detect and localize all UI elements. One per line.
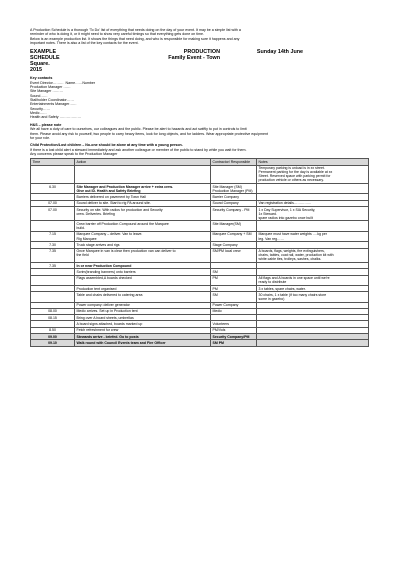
time-cell: 7.35 [31, 262, 75, 268]
action-cell: Barriers delivered on pavement by Town Hall [75, 194, 211, 200]
action-cell: Security on site. With radios for production and Security crew. Deliveries. Briefing [75, 207, 211, 221]
time-cell: 8.50 [31, 327, 75, 333]
responsible-cell: SM [211, 269, 257, 275]
table-row [31, 165, 369, 184]
action-cell: In or near Production Compound [75, 262, 211, 268]
action-cell: Scrim(branding banners) onto barriers [75, 269, 211, 275]
action-cell: Power company: deliver generator [75, 302, 211, 308]
time-cell: 09.10 [31, 340, 75, 346]
action-cell: Bring over A board sheets, umbrellas [75, 315, 211, 321]
responsible-cell: PM/Vols [211, 327, 257, 333]
intro-line: important notes. There is also a list of the key contacts for the event. [30, 41, 139, 46]
time-cell: 7.35 [31, 248, 75, 262]
header-action: Action [75, 159, 211, 165]
time-cell: 07.00 [31, 200, 75, 206]
action-cell: Table and chairs delivered to catering area [75, 292, 211, 302]
responsible-cell: Power Company [211, 302, 257, 308]
action-cell: Stewards arrive - briefed. Go to posts [75, 333, 211, 339]
action-cell: Once Marquee in van is clear then production van can deliver to the field [75, 248, 211, 262]
responsible-cell: SM PM [211, 340, 257, 346]
notes-cell: Marquee must have water weights ….kg per leg. Van reg…… [257, 231, 369, 241]
contacts-title: Key contacts [30, 76, 53, 81]
child-protection-title: Child Protection/Lost children – No-one should be alone at any time with a young person. [30, 143, 183, 148]
responsible-cell: SM/PM local crew [211, 248, 257, 262]
header-responsible: Contractor/ Responsible [211, 159, 257, 165]
time-cell [31, 165, 75, 184]
heading-mid [130, 49, 220, 73]
action-cell: Sound deliver to site. Start to rig PA around site. [75, 200, 211, 206]
time-cell: 08.15 [31, 315, 75, 321]
hs-line: for your role. [30, 135, 51, 140]
notes-cell: Van registration details…………… [257, 200, 369, 206]
header-notes: Notes [257, 159, 369, 165]
table-row [31, 231, 369, 241]
time-cell: 09.00 [31, 333, 75, 339]
responsible-cell [211, 165, 257, 184]
responsible-cell: Security Company/PM [211, 333, 257, 339]
action-cell: Crew barrier off Production Compound around the Marquee build. [75, 221, 211, 231]
notes-cell: 30 chairs, 1 x table (if too many chairs store some in gazebo) [257, 292, 369, 302]
time-cell: 08.00 [31, 308, 75, 314]
child-protection-text [30, 148, 368, 157]
table-row [31, 292, 369, 302]
responsible-cell: Sound Company [211, 200, 257, 206]
action-cell: Truck stage arrives and rigs [75, 242, 211, 248]
action-cell: A board signs attached, boards marked up [75, 321, 211, 327]
heading-right [220, 49, 340, 73]
notes-cell: 3 x tables, spare chairs, water. [257, 285, 369, 291]
time-cell: 7.30 [31, 242, 75, 248]
hs-line: We all have a duty of care to ourselves, our colleagues and the public. Please be alert to hazards and act swiftly to put in controls to limit [30, 127, 247, 132]
action-cell: Production tent organised [75, 285, 211, 291]
notes-cell [257, 184, 369, 194]
contact-line: Medic…… [30, 111, 47, 116]
heading-mid-line: Family Event - Town [168, 55, 220, 62]
responsible-cell: Security Company - PM [211, 207, 257, 221]
contact-line: Event Director……… Name……Number [30, 80, 96, 85]
responsible-cell: Volunteers [211, 321, 257, 327]
hs-text [30, 127, 368, 140]
table-row [31, 340, 369, 346]
action-cell: Walk round with Council Events team and Fire Officer [75, 340, 211, 346]
responsible-cell: SM [211, 292, 257, 302]
intro-text [30, 28, 368, 45]
responsible-cell: PM [211, 285, 257, 291]
intro-line: reminder of who is doing it, or it might need to show very careful timings so that everything gets done on time. [30, 32, 204, 37]
notes-cell [257, 340, 369, 346]
header-time: Time [31, 159, 75, 165]
responsible-cell: Site Manager(SM) [211, 221, 257, 231]
contact-line: Site Manager ……… [30, 89, 64, 94]
action-cell: Flags assembled,A boards checked [75, 275, 211, 285]
hs-title: H&S – please note [30, 122, 62, 127]
time-cell [31, 292, 75, 302]
action-cell: Site Manager and Production Manager arrive + extra crew. Give out ID. Health and Safety Briefing [75, 184, 211, 194]
responsible-cell: Stage Company [211, 242, 257, 248]
notes-cell [257, 221, 369, 231]
notes-cell: All flags and A boards in one space until we're ready to distribute [257, 275, 369, 285]
heading-mid-line: PRODUCTION [183, 49, 220, 56]
action-cell: Marquee Company – deliver. Van to leave. Rig Marquee [75, 231, 211, 241]
time-cell: 07.00 [31, 207, 75, 221]
time-cell [31, 221, 75, 231]
heading-left-line: EXAMPLE [30, 49, 57, 56]
contact-line: Sound…… [30, 93, 48, 98]
production-schedule-table [30, 158, 369, 346]
responsible-cell: Medic [211, 308, 257, 314]
action-cell [75, 165, 211, 184]
heading-left-line: SCHEDULE [30, 55, 60, 62]
table-body [31, 165, 369, 346]
time-cell: 7.15 [31, 231, 75, 241]
action-cell: Fetch refreshment for crew [75, 327, 211, 333]
schedule-heading [30, 49, 368, 73]
document-page [30, 28, 368, 347]
notes-cell: 1 x Day Supervisor, 1 x SIA Security, 1x Steward. spare radios into gazebo once built [257, 207, 369, 221]
contact-line: Production Manager …… [30, 85, 71, 90]
responsible-cell: Barrier Company [211, 194, 257, 200]
heading-left-line: Square. [30, 61, 50, 68]
notes-cell: A boards, flags, weights, fire extinguishers, chairs, tables, coat rail, water, production kit with white cable ties, trolleys, sashes, chalks. [257, 248, 369, 262]
hs-line: them. Please avoid any risk to yourself, two people to carry heavy items, look for long objects, and for ladders. Wear appropriate protective equipment [30, 131, 269, 136]
action-cell: Medic arrives. Set up in Production tent [75, 308, 211, 314]
heading-left-line: 2015 [30, 67, 42, 74]
contacts-list [30, 81, 368, 120]
contact-line: Health and Safety ……………… [30, 115, 82, 120]
child-protection-line: Any concerns please speak to the Production Manager [30, 151, 118, 156]
intro-line: Below is an example production list. It shows the things that need doing, and who is responsible for making sure it happens and any [30, 36, 240, 41]
responsible-cell: Site Manager (SM) Production Manager (PM) [211, 184, 257, 194]
heading-left [30, 49, 130, 73]
table-row [31, 248, 369, 262]
time-cell: 6.30 [31, 184, 75, 194]
contact-line: Stallholder Coordinator…… [30, 98, 74, 103]
contact-line: Security…… [30, 106, 51, 111]
time-cell [31, 275, 75, 285]
table-row [31, 184, 369, 194]
child-protection-line: If there is a lost child alert a steward immediately and ask another colleague or member of the public to stand by while you wait for them. [30, 147, 247, 152]
responsible-cell: PM [211, 275, 257, 285]
heading-right-line: Sunday 14th June [256, 49, 304, 56]
responsible-cell: Marquee Company + SM [211, 231, 257, 241]
table-row [31, 275, 369, 285]
contact-line: Entertainments Manager…… [30, 102, 77, 107]
table-row [31, 207, 369, 221]
intro-line: A Production Schedule is a thorough 'To Do' list of everything that needs doing on the day of your event. It may be a simple list with a [30, 28, 241, 32]
table-row [31, 221, 369, 231]
notes-cell: Temporary parking is unload is in xx street. Permanent parking for the day is available at xx Street. Reserved space with parking permit for production vehicle or others as necessary. [257, 165, 369, 184]
